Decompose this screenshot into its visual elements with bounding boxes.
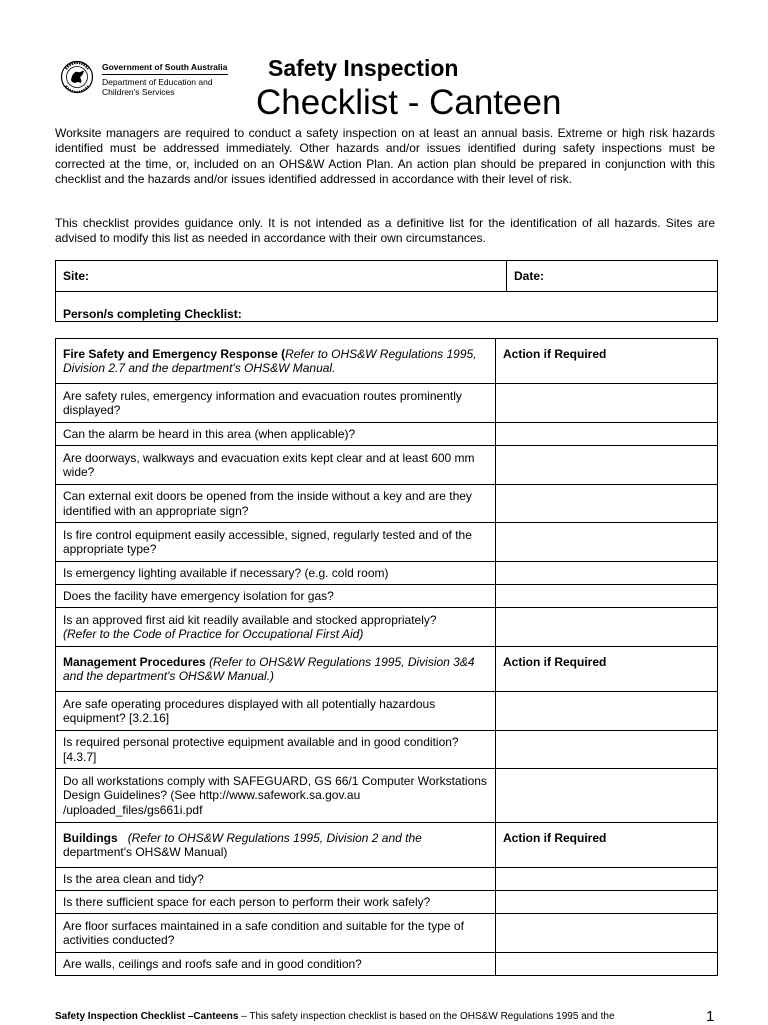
footer-subject: Canteens: [193, 1011, 239, 1022]
footer-dash: –: [185, 1011, 194, 1022]
action-cell[interactable]: [496, 562, 718, 585]
section-header-management: [56, 647, 718, 692]
checklist-question: Are walls, ceilings and roofs safe and in good condition?: [56, 953, 496, 976]
table-row: [56, 914, 718, 953]
site-label: Site:: [63, 269, 90, 283]
department-logo: [60, 60, 235, 100]
table-row: [56, 953, 718, 976]
section-title-cell: [56, 823, 496, 868]
action-cell[interactable]: [496, 384, 718, 423]
footer-title: Safety Inspection Checklist: [55, 1011, 186, 1022]
checklist-question: Is required personal protective equipment available and in good condition?[4.3.7]: [56, 731, 496, 769]
intro-paragraph-1: Worksite managers are required to conduct a safety inspection on at least an annual basis. Extreme or high risk hazards identified must be addressed immediately. Other hazards and/or issues identified during safety inspections must be corrected at the time, or, included on an OHS&W Action Plan. An action plan should be prepared in conjunction with this checklist and the hazards and/or issues identified addressed in accordance with their level of risk.: [55, 126, 715, 186]
table-row: [56, 423, 718, 446]
checklist-question: Are floor surfaces maintained in a safe condition and suitable for the type of activities conducted?: [56, 914, 496, 953]
action-cell[interactable]: [496, 769, 718, 823]
section-title-cell: [56, 647, 496, 692]
page-number: 1: [706, 1008, 715, 1025]
checklist-question: Is emergency lighting available if necessary? (e.g. cold room): [56, 562, 496, 585]
table-row: [56, 731, 718, 769]
checklist-question: Can the alarm be heard in this area (when applicable)?: [56, 423, 496, 446]
page-footer: [55, 1011, 615, 1022]
section-title: Management Procedures: [63, 654, 206, 669]
site-field[interactable]: [56, 261, 507, 292]
action-cell[interactable]: [496, 585, 718, 608]
action-cell[interactable]: [496, 891, 718, 914]
state-crest-icon: [60, 60, 94, 96]
checklist-question: Is fire control equipment easily accessible, signed, regularly tested and of the appropriate type?: [56, 523, 496, 562]
section-reference: Refer to OHS&W Regulations 1995, Division 2.7 and the department's OHS&W Manual.: [63, 346, 477, 375]
title-line-1: Safety Inspection: [268, 55, 459, 81]
department-name: Department of Education and Children's Services: [102, 77, 213, 97]
section-reference: (Refer to OHS&W Regulations 1995, Division 3&4 and the department's OHS&W Manual.): [63, 654, 475, 683]
table-row: [56, 608, 718, 647]
action-cell[interactable]: [496, 523, 718, 562]
table-row: [56, 446, 718, 485]
checklist-question: Is the area clean and tidy?: [56, 868, 496, 891]
section-title-cell: [56, 339, 496, 384]
checklist-question: Do all workstations comply with SAFEGUARD, GS 66/1 Computer Workstations Design Guidelines? (See http://www.safework.sa.gov.au /uploaded_files/gs661i.pdf: [56, 769, 496, 823]
checklist-question: Can external exit doors be opened from the inside without a key and are they identified with an appropriate sign?: [56, 485, 496, 523]
checklist-question: Are safety rules, emergency information and evacuation routes prominently displayed?: [56, 384, 496, 423]
table-row: [56, 562, 718, 585]
site-info-table: [55, 260, 718, 322]
checklist-table: [55, 338, 718, 976]
action-cell[interactable]: [496, 953, 718, 976]
section-header-fire-safety: [56, 339, 718, 384]
government-name: Government of South Australia: [102, 62, 228, 72]
action-cell[interactable]: [496, 692, 718, 731]
table-row: [56, 769, 718, 823]
persons-completing-field[interactable]: [56, 292, 718, 322]
date-field[interactable]: [507, 261, 718, 292]
action-cell[interactable]: [496, 608, 718, 647]
action-cell[interactable]: [496, 868, 718, 891]
table-row: [56, 868, 718, 891]
persons-completing-label: Person/s completing Checklist:: [63, 307, 242, 321]
table-row: [56, 585, 718, 608]
action-header: Action if Required: [496, 647, 718, 692]
table-row: [56, 692, 718, 731]
section-reference-tail: department's OHS&W Manual): [63, 845, 228, 859]
section-ref-open: (: [277, 346, 286, 361]
checklist-question: Are doorways, walkways and evacuation exits kept clear and at least 600 mm wide?: [56, 446, 496, 485]
action-header: Action if Required: [496, 339, 718, 384]
checklist-question: Are safe operating procedures displayed with all potentially hazardous equipment? [3.2.16]: [56, 692, 496, 731]
checklist-question: Is an approved first aid kit readily available and stocked appropriately?: [63, 612, 437, 627]
table-row: [56, 485, 718, 523]
table-row: [56, 384, 718, 423]
first-aid-note: (Refer to the Code of Practice for Occupational First Aid): [63, 627, 364, 641]
action-header: Action if Required: [496, 823, 718, 868]
action-cell[interactable]: [496, 485, 718, 523]
checklist-question: Is there sufficient space for each person to perform their work safely?: [56, 891, 496, 914]
logo-divider: [102, 74, 228, 75]
section-reference: (Refer to OHS&W Regulations 1995, Division 2 and the: [127, 830, 422, 845]
section-title: Buildings: [63, 830, 118, 845]
checklist-question: Does the facility have emergency isolation for gas?: [56, 585, 496, 608]
section-header-buildings: [56, 823, 718, 868]
title-line-2: Checklist - Canteen: [256, 83, 562, 122]
table-row: [56, 891, 718, 914]
table-row: [56, 523, 718, 562]
action-cell[interactable]: [496, 914, 718, 953]
action-cell[interactable]: [496, 423, 718, 446]
section-title: Fire Safety and Emergency Response: [63, 346, 278, 361]
checklist-question-cell: [56, 608, 496, 647]
action-cell[interactable]: [496, 731, 718, 769]
date-label: Date:: [514, 269, 545, 283]
intro-paragraph-2: This checklist provides guidance only. It is not intended as a definitive list for the identification of all hazards. Sites are advised to modify this list as needed in accordance with their own circumstances.: [55, 216, 715, 246]
action-cell[interactable]: [496, 446, 718, 485]
footer-text: – This safety inspection checklist is based on the OHS&W Regulations 1995 and the: [238, 1011, 615, 1022]
